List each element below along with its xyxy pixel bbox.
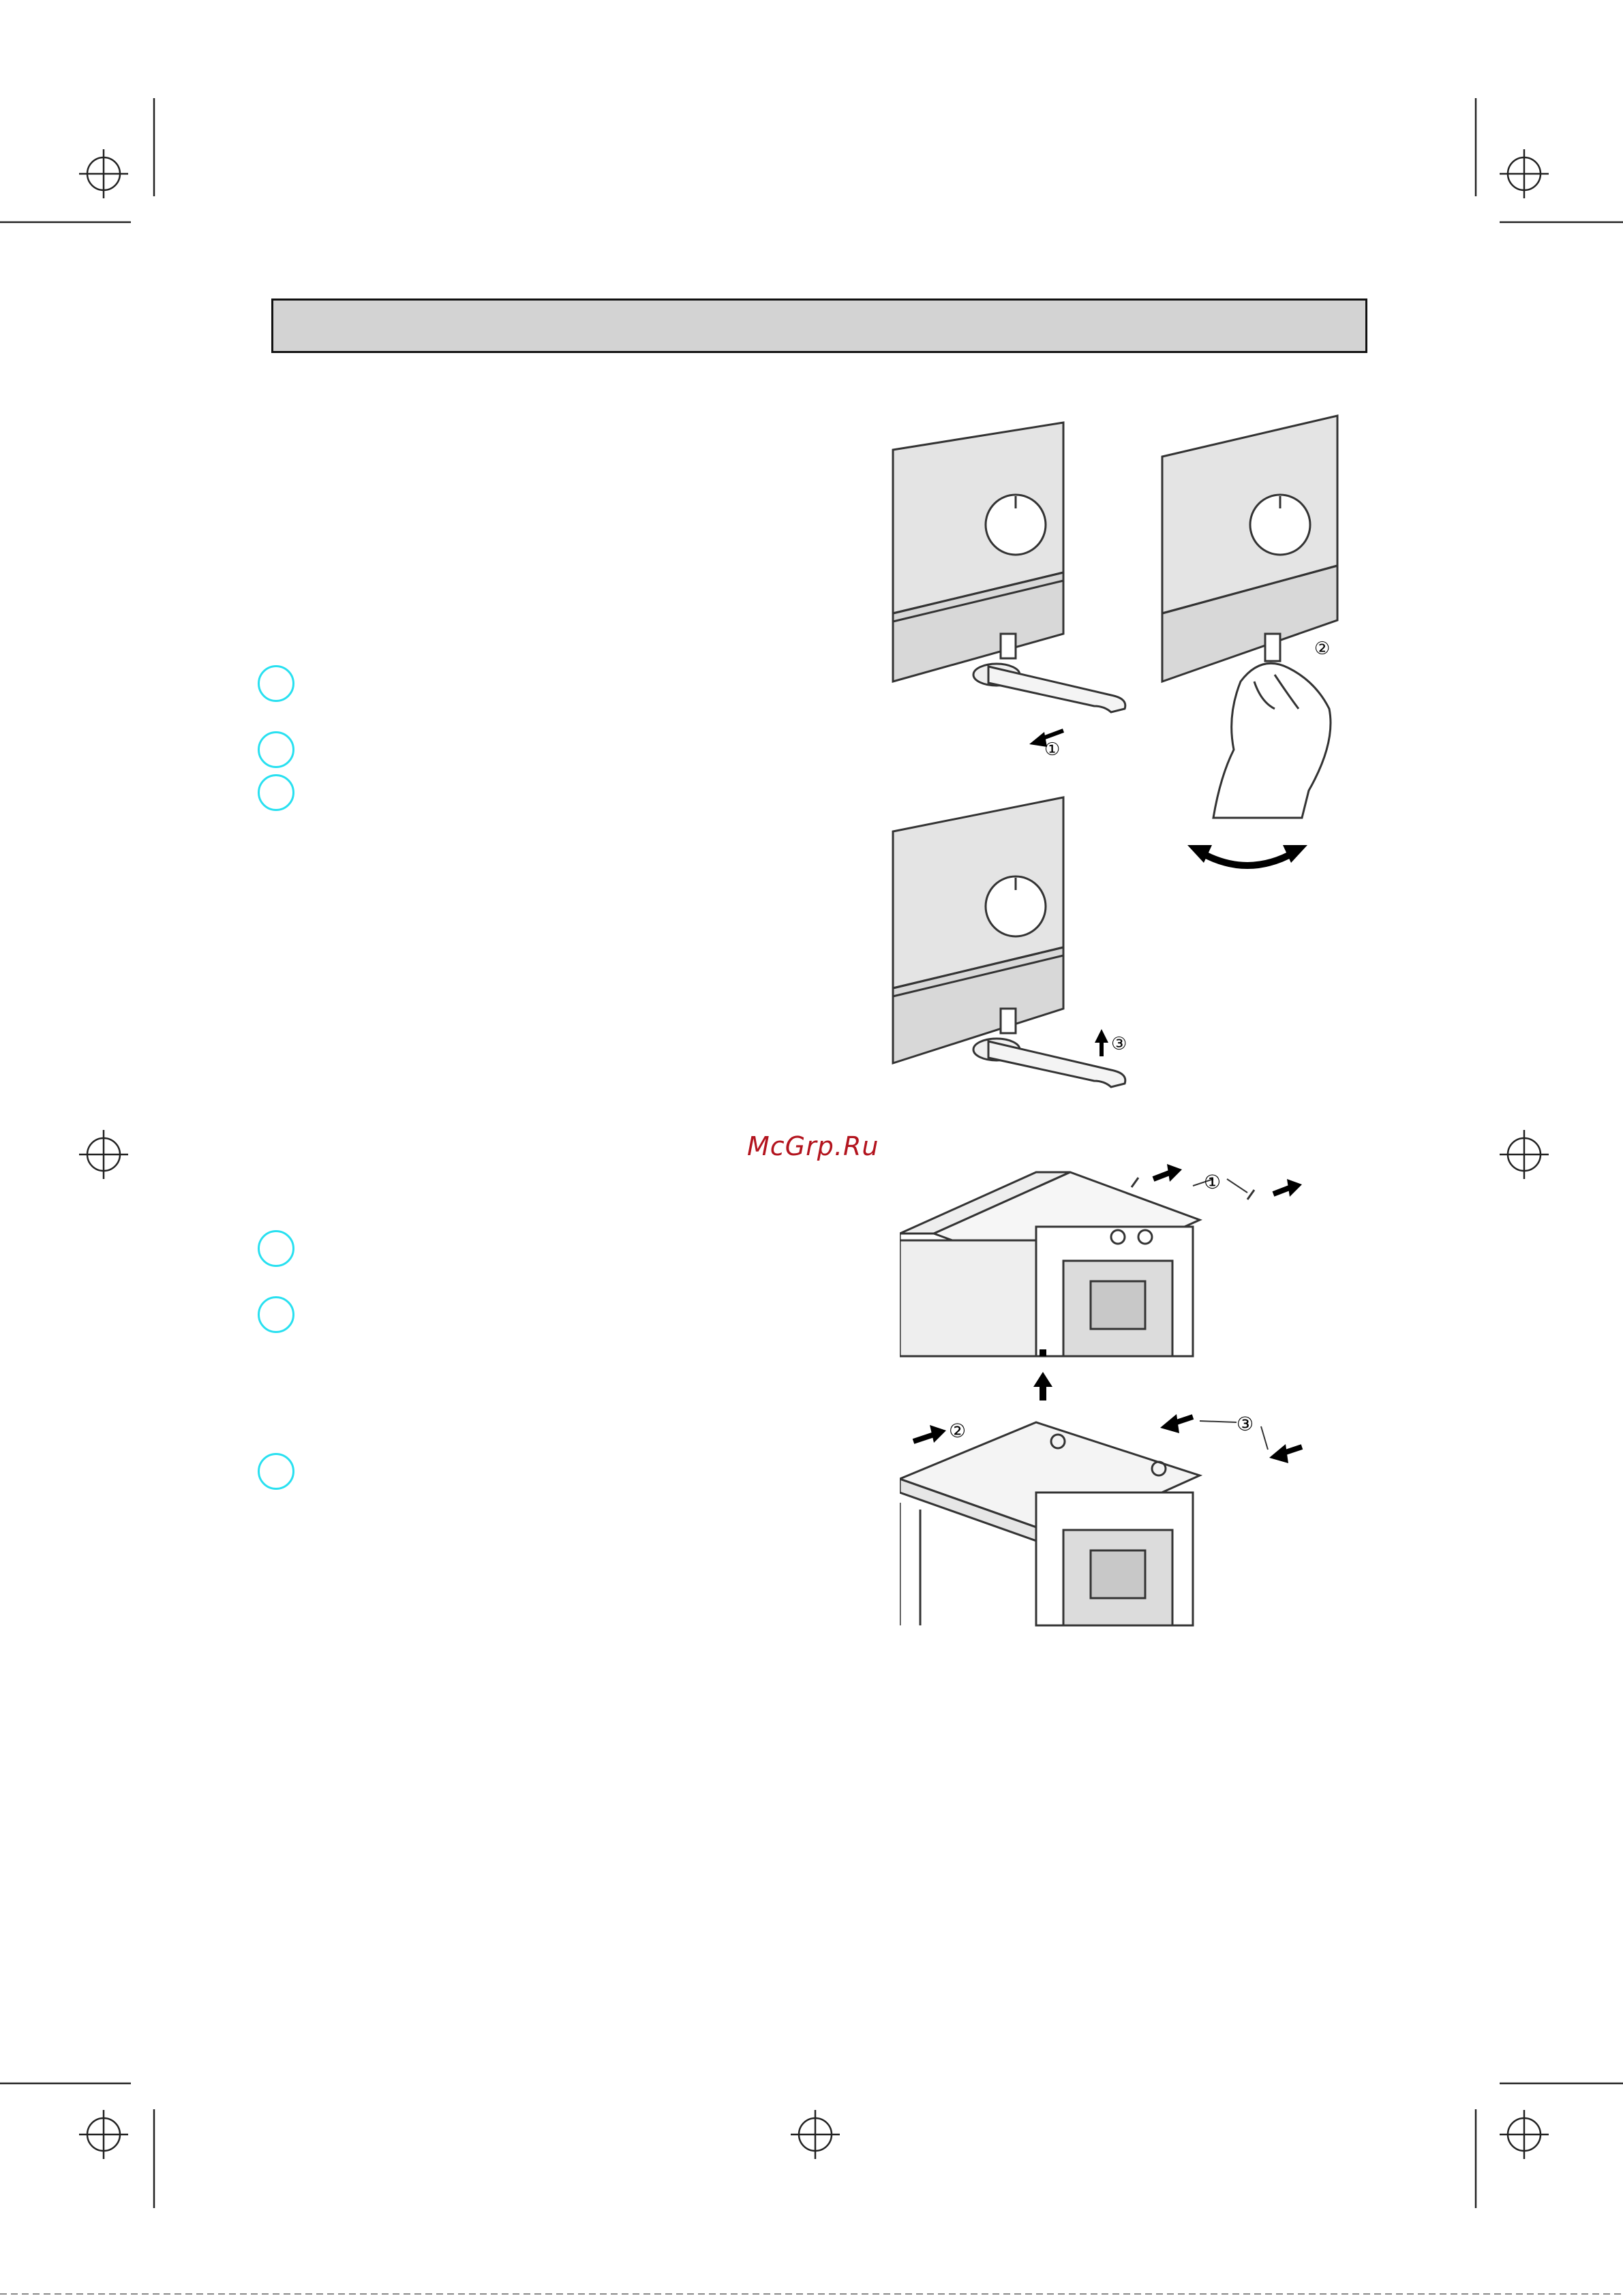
arrow-icon xyxy=(1095,1029,1108,1056)
curved-double-arrow-icon xyxy=(1187,845,1307,866)
arrow-icon xyxy=(1033,1372,1052,1400)
figure-step-label: ① xyxy=(1204,1171,1222,1193)
step-marker xyxy=(258,1296,294,1333)
arrow-icon xyxy=(1153,1164,1182,1182)
figure-foot-step2 xyxy=(1159,409,1363,886)
crosshair-icon xyxy=(0,98,154,222)
arrow-icon xyxy=(1269,1444,1302,1463)
figure-step-label: ① xyxy=(1044,739,1061,760)
crosshair-icon xyxy=(0,2083,154,2208)
section-header-bar xyxy=(271,299,1367,353)
figure-top-cover-step1 xyxy=(900,1152,1309,1363)
crosshair-icon xyxy=(791,2110,840,2159)
step-marker xyxy=(258,1453,294,1490)
crosshair-icon xyxy=(79,1130,128,1179)
crosshair-icon xyxy=(1476,98,1623,222)
crosshair-icon xyxy=(1500,1130,1549,1179)
figure-step-label: ③ xyxy=(1237,1413,1254,1435)
figure-step-label: ③ xyxy=(1111,1034,1127,1054)
step-marker xyxy=(258,731,294,768)
figure-foot-step3 xyxy=(886,791,1145,1104)
step-marker xyxy=(258,774,294,811)
figure-top-cover-step2 xyxy=(900,1366,1309,1629)
crosshair-icon xyxy=(1476,2083,1623,2208)
arrow-icon xyxy=(1273,1179,1302,1197)
figure-step-label: ② xyxy=(1314,639,1331,659)
watermark-text: McGrp.Ru xyxy=(747,1131,879,1161)
step-marker xyxy=(258,1230,294,1267)
figure-step-label: ② xyxy=(949,1420,967,1442)
step-marker xyxy=(258,665,294,702)
arrow-icon xyxy=(1160,1414,1193,1433)
arrow-icon xyxy=(913,1425,946,1443)
figure-foot-step1 xyxy=(886,409,1145,763)
